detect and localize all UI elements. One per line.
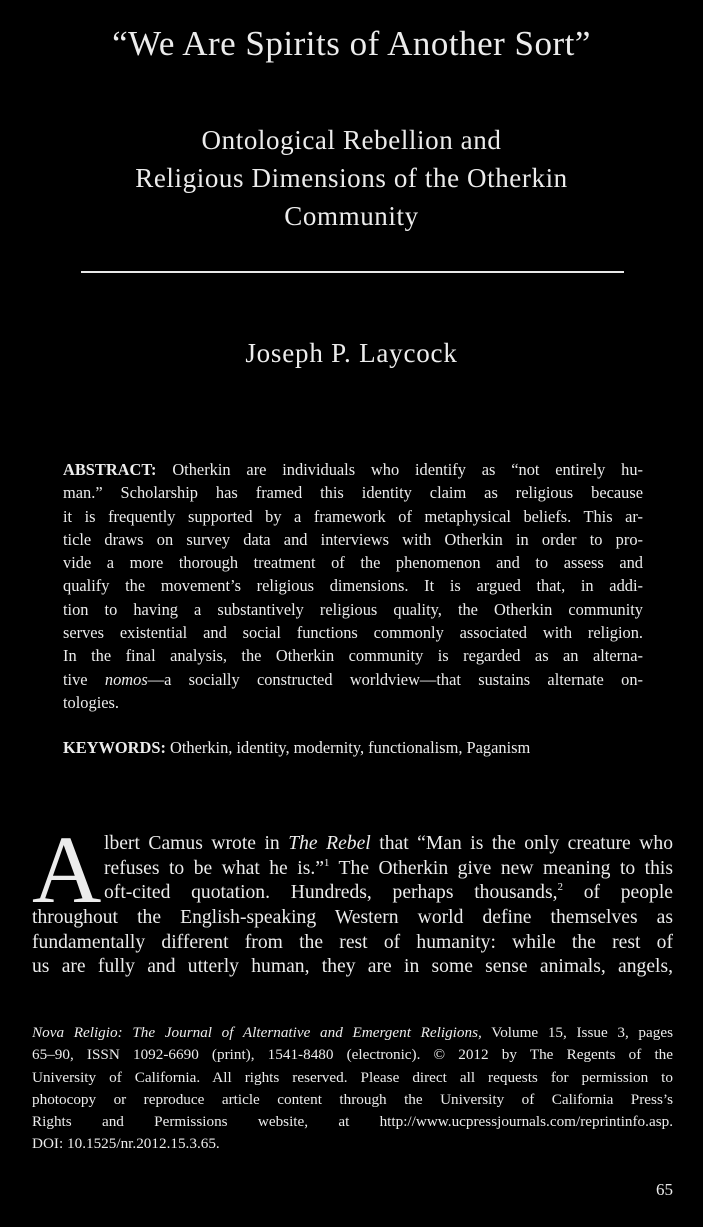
abstract-line: tion to having a substantively religious quality, the Otherkin community [63, 599, 643, 619]
body-line: us are fully and utterly human, they are in some sense animals, angels, [32, 956, 673, 978]
publication-footnote [32, 1022, 673, 1156]
subtitle-line: Ontological Rebellion and [201, 125, 502, 155]
keywords-text: Otherkin, identity, modernity, functionalism, Paganism [170, 738, 531, 757]
body-line [104, 881, 673, 906]
subtitle-line: Religious Dimensions of the Otherkin [135, 163, 568, 193]
abstract-line [63, 458, 643, 481]
footnote-line [32, 1022, 673, 1044]
body-text-run: The Otherkin give new meaning to this [329, 857, 673, 879]
article-subtitle [60, 121, 643, 235]
footnote-marker: 1 [323, 856, 330, 869]
abstract-line: man.” Scholarship has framed this identity claim as religious because [63, 483, 643, 503]
footnote-line: 65–90, ISSN 1092-6690 (print), 1541-8480 (electronic). © 2012 by The Regents of the [32, 1046, 673, 1064]
abstract-line: qualify the movement’s religious dimensions. It is argued that, in addi- [63, 576, 643, 596]
abstract-line: it is frequently supported by a framework of metaphysical beliefs. This ar- [63, 506, 643, 526]
keywords-label: KEYWORDS: [63, 738, 166, 757]
footnote-line: DOI: 10.1525/nr.2012.15.3.65. [32, 1135, 220, 1153]
footnote-marker: 2 [557, 881, 563, 894]
body-line: throughout the English-speaking Western world define themselves as [32, 907, 673, 929]
subtitle-line: Community [284, 201, 419, 231]
body-text-run: oft-cited quotation. Hundreds, perhaps thousands, [104, 882, 558, 904]
body-text-run: that “Man is the only creature who [370, 833, 673, 854]
abstract-line: vide a more thorough treatment of the phenomenon and to assess and [63, 553, 643, 573]
abstract-line: tologies. [63, 692, 119, 712]
body-text-run: of people [562, 882, 673, 904]
drop-cap: A [32, 816, 102, 923]
body-text-run: lbert Camus wrote in [104, 833, 289, 854]
abstract-line: serves existential and social functions commonly associated with religion. [63, 623, 643, 643]
abstract-text: tive [63, 669, 105, 689]
footnote-line: University of California. All rights reserved. Please direct all requests for permission to [32, 1068, 673, 1086]
footnote-text: Volume 15, Issue 3, pages [481, 1024, 673, 1041]
abstract-italic-term: nomos [104, 669, 148, 689]
body-text-run: refuses to be what he is.” [104, 857, 324, 879]
journal-name: Nova Religio: The Journal of Alternative and Emergent Religions, [32, 1024, 482, 1041]
abstract-text: —a socially constructed worldview—that sustains alternate on- [147, 669, 643, 689]
footnote-line: Rights and Permissions website, at http://www.ucpressjournals.com/reprintinfo.asp. [32, 1113, 673, 1131]
page-number: 65 [656, 1180, 673, 1199]
abstract-text: Otherkin are individuals who identify as “not entirely hu- [172, 460, 643, 479]
abstract [63, 458, 643, 714]
abstract-label: ABSTRACT: [63, 460, 157, 479]
title-divider [81, 271, 624, 273]
body-line [104, 832, 673, 857]
body-line: fundamentally different from the rest of humanity: while the rest of [32, 931, 673, 953]
abstract-line: ticle draws on survey data and interviews with Otherkin in order to pro- [63, 529, 643, 549]
keywords [63, 736, 643, 759]
book-title: The Rebel [288, 833, 371, 854]
article-title: “We Are Spirits of Another Sort” [112, 24, 591, 63]
author-name: Joseph P. Laycock [245, 338, 458, 368]
footnote-line: photocopy or reproduce article content through the University of California Press’s [32, 1090, 673, 1108]
body-line [104, 857, 673, 882]
abstract-line: In the final analysis, the Otherkin community is regarded as an alterna- [63, 646, 643, 666]
body-text [32, 816, 673, 980]
abstract-line [63, 668, 643, 691]
